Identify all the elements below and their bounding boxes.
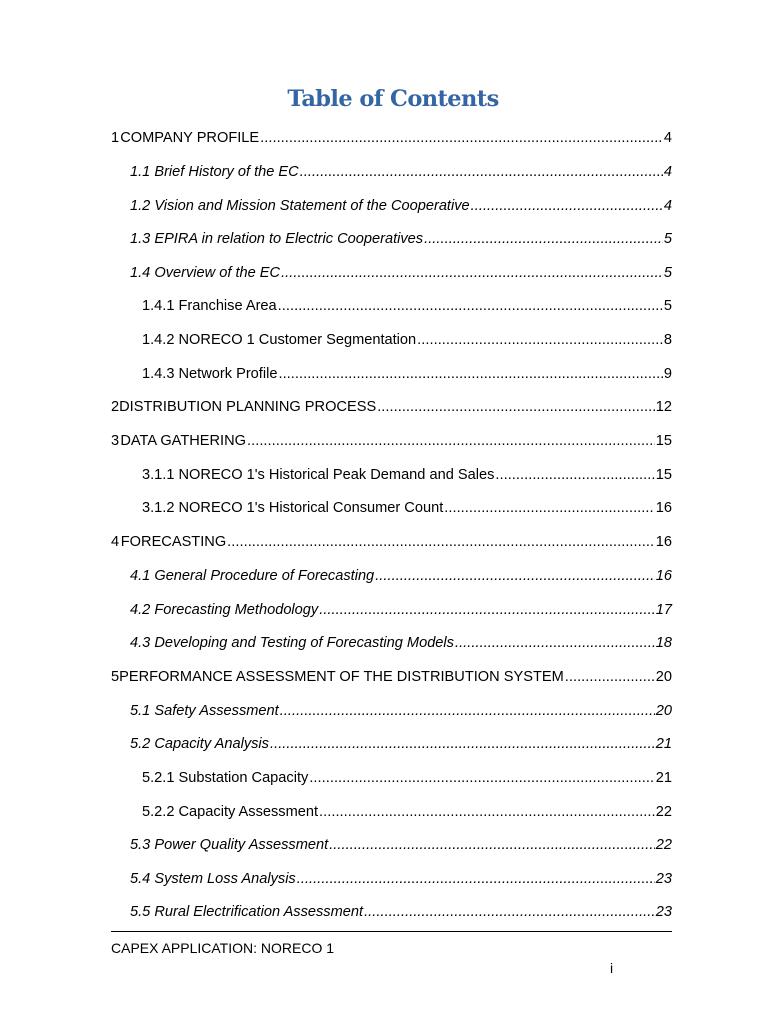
toc-entry-page: 17 xyxy=(655,602,672,618)
toc-entry-substation-capacity[interactable] xyxy=(142,768,672,788)
toc-entry-epira[interactable] xyxy=(130,229,672,249)
toc-entry-data-gathering[interactable] xyxy=(111,431,672,451)
dot-leader xyxy=(309,768,654,788)
footer-text: CAPEX APPLICATION: NORECO 1 xyxy=(111,940,335,956)
dot-leader xyxy=(297,869,655,889)
toc-entry-general-procedure[interactable] xyxy=(130,566,672,586)
toc-entry-page: 8 xyxy=(663,332,672,348)
toc-entry-label: 1.2 Vision and Mission Statement of the Cooperative xyxy=(130,198,470,214)
dot-leader xyxy=(495,465,654,485)
toc-entry-label: FORECASTING xyxy=(120,534,227,550)
toc-entry-number: 2 xyxy=(111,399,120,415)
dot-leader xyxy=(278,364,662,384)
toc-entry-label: 5.5 Rural Electrification Assessment xyxy=(130,904,364,920)
dot-leader xyxy=(270,734,655,754)
toc-entry-page: 16 xyxy=(655,500,672,516)
toc-entry-network-profile[interactable] xyxy=(142,364,672,384)
dot-leader xyxy=(260,128,663,148)
toc-entry-label: 5.1 Safety Assessment xyxy=(130,703,279,719)
toc-entry-customer-segmentation[interactable] xyxy=(142,330,672,350)
toc-entry-page: 16 xyxy=(655,534,672,550)
toc-entry-number: 1 xyxy=(111,130,120,146)
toc-entry-label: 1.4.1 Franchise Area xyxy=(142,298,277,314)
toc-entry-rural-electrification[interactable] xyxy=(130,902,672,922)
toc-entry-label: 1.3 EPIRA in relation to Electric Cooperatives xyxy=(130,231,424,247)
dot-leader xyxy=(329,835,655,855)
toc-entry-page: 20 xyxy=(655,703,672,719)
toc-entry-peak-demand[interactable] xyxy=(142,465,672,485)
toc-entry-page: 20 xyxy=(655,669,672,685)
toc-entry-label: 5.2 Capacity Analysis xyxy=(130,736,269,752)
dot-leader xyxy=(278,296,663,316)
toc-entry-label: DISTRIBUTION PLANNING PROCESS xyxy=(119,399,377,415)
dot-leader xyxy=(247,431,655,451)
toc-entry-page: 9 xyxy=(663,366,672,382)
dot-leader xyxy=(417,330,663,350)
toc-entry-consumer-count[interactable] xyxy=(142,498,672,518)
toc-entry-number: 4 xyxy=(111,534,120,550)
dot-leader xyxy=(319,600,655,620)
toc-entry-franchise-area[interactable] xyxy=(142,296,672,316)
toc-entry-vision-mission[interactable] xyxy=(130,196,672,216)
toc-entry-page: 23 xyxy=(655,871,672,887)
toc-entry-page: 22 xyxy=(655,804,672,820)
toc-entry-forecasting-models[interactable] xyxy=(130,633,672,653)
dot-leader xyxy=(300,162,663,182)
toc-entry-page: 21 xyxy=(655,736,672,752)
toc-entry-label: DATA GATHERING xyxy=(120,433,246,449)
toc-entry-label: 5.3 Power Quality Assessment xyxy=(130,837,329,853)
dot-leader xyxy=(280,701,655,721)
toc-entry-label: COMPANY PROFILE xyxy=(120,130,260,146)
toc-entry-page: 4 xyxy=(663,164,672,180)
toc-entry-page: 4 xyxy=(663,198,672,214)
toc-entry-safety-assessment[interactable] xyxy=(130,701,672,721)
dot-leader xyxy=(471,196,663,216)
toc-entry-label: 4.1 General Procedure of Forecasting xyxy=(130,568,375,584)
toc-entry-page: 5 xyxy=(663,298,672,314)
toc-entry-label: 5.2.2 Capacity Assessment xyxy=(142,804,319,820)
footer-divider xyxy=(111,931,672,932)
toc-entry-overview[interactable] xyxy=(130,263,672,283)
dot-leader xyxy=(455,633,655,653)
dot-leader xyxy=(281,263,663,283)
toc-entry-label: 1.1 Brief History of the EC xyxy=(130,164,299,180)
toc-entry-page: 5 xyxy=(663,265,672,281)
toc-entry-page: 21 xyxy=(655,770,672,786)
toc-entry-label: 5.4 System Loss Analysis xyxy=(130,871,296,887)
page-title: Table of Contents xyxy=(287,86,499,112)
dot-leader xyxy=(375,566,655,586)
toc-entry-page: 15 xyxy=(655,433,672,449)
dot-leader xyxy=(319,802,655,822)
toc-entry-label: 5.2.1 Substation Capacity xyxy=(142,770,309,786)
toc-entry-number: 5 xyxy=(111,669,120,685)
toc-entry-label: 3.1.1 NORECO 1's Historical Peak Demand and Sales xyxy=(142,467,495,483)
toc-entry-page: 22 xyxy=(655,837,672,853)
toc-entry-page: 12 xyxy=(655,399,672,415)
toc-entry-label: 1.4.2 NORECO 1 Customer Segmentation xyxy=(142,332,417,348)
dot-leader xyxy=(565,667,655,687)
toc-entry-page: 5 xyxy=(663,231,672,247)
toc-entry-label: 3.1.2 NORECO 1's Historical Consumer Count xyxy=(142,500,444,516)
dot-leader xyxy=(364,902,655,922)
toc-entry-number: 3 xyxy=(111,433,120,449)
toc-entry-performance-assessment[interactable] xyxy=(111,667,672,687)
toc-entry-brief-history[interactable] xyxy=(130,162,672,182)
toc-entry-page: 18 xyxy=(655,635,672,651)
toc-entry-company-profile[interactable] xyxy=(111,128,672,148)
toc-entry-label: PERFORMANCE ASSESSMENT OF THE DISTRIBUTION SYSTEM xyxy=(119,669,564,685)
dot-leader xyxy=(227,532,655,552)
toc-entry-capacity-assessment[interactable] xyxy=(142,802,672,822)
toc-entry-label: 4.3 Developing and Testing of Forecasting Models xyxy=(130,635,454,651)
dot-leader xyxy=(424,229,663,249)
toc-entry-label: 1.4.3 Network Profile xyxy=(142,366,278,382)
toc-entry-power-quality[interactable] xyxy=(130,835,672,855)
toc-entry-capacity-analysis[interactable] xyxy=(130,734,672,754)
toc-entry-page: 23 xyxy=(655,904,672,920)
toc-entry-distribution-planning[interactable] xyxy=(111,397,672,417)
toc-entry-page: 16 xyxy=(655,568,672,584)
toc-entry-system-loss[interactable] xyxy=(130,869,672,889)
toc-entry-label: 1.4 Overview of the EC xyxy=(130,265,281,281)
dot-leader xyxy=(444,498,655,518)
toc-entry-forecasting[interactable] xyxy=(111,532,672,552)
dot-leader xyxy=(377,397,655,417)
toc-entry-label: 4.2 Forecasting Methodology xyxy=(130,602,319,618)
toc-entry-forecasting-methodology[interactable] xyxy=(130,600,672,620)
toc-entry-page: 4 xyxy=(663,130,672,146)
toc-entry-page: 15 xyxy=(655,467,672,483)
page-number: i xyxy=(610,960,614,976)
